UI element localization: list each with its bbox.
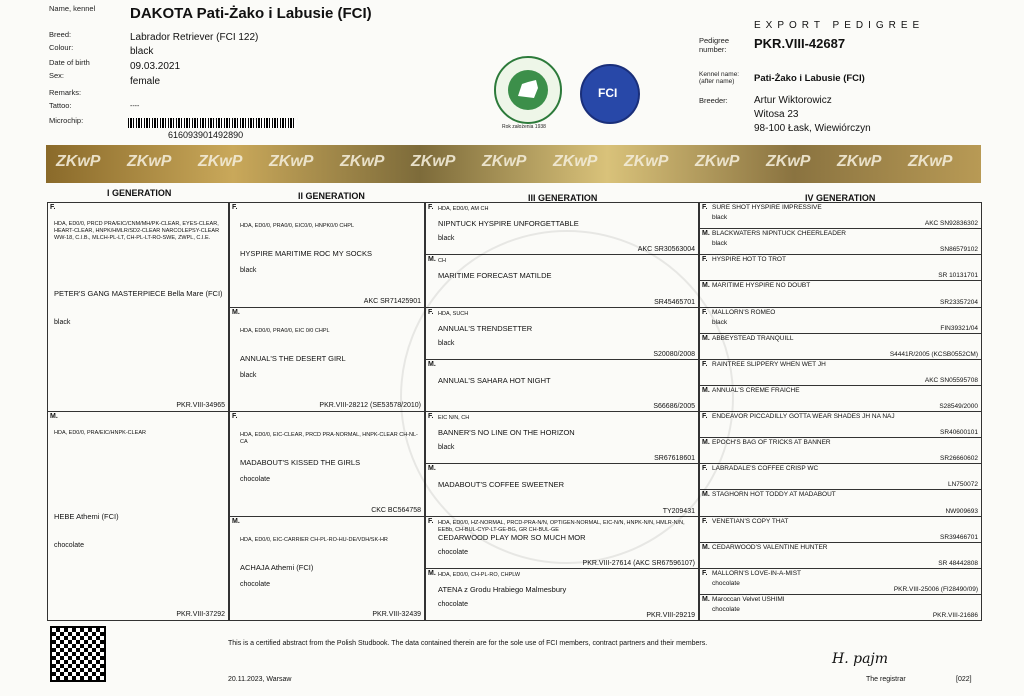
sex-marker: M. bbox=[428, 569, 436, 577]
gen-header-3: III GENERATION bbox=[528, 193, 598, 203]
microchip-value: 616093901492890 bbox=[168, 130, 244, 140]
dog-name: BANNER'S NO LINE ON THE HORIZON bbox=[438, 428, 575, 437]
colour: black bbox=[438, 235, 455, 242]
registration-number: NW909693 bbox=[945, 507, 978, 515]
titles: HDA, ED0/0, AM CH bbox=[438, 206, 489, 212]
dog-name: ANNUAL'S TRENDSETTER bbox=[438, 323, 533, 333]
dog-name: ATENA z Grodu Hrabiego Malmesbury bbox=[438, 584, 567, 594]
sex-marker: F. bbox=[702, 256, 708, 264]
colour: black bbox=[712, 240, 728, 248]
microchip-barcode bbox=[128, 118, 296, 128]
colour: black bbox=[240, 267, 257, 274]
sex-marker: M. bbox=[702, 439, 710, 447]
registration-number: TY209431 bbox=[662, 507, 695, 515]
titles: CH bbox=[438, 258, 446, 265]
sex-marker: M. bbox=[702, 386, 710, 394]
colour: black bbox=[240, 371, 257, 379]
registration-number: AKC SR71425901 bbox=[363, 297, 421, 305]
strip-word: ZKwP bbox=[127, 153, 172, 170]
registration-number: SR26660602 bbox=[940, 455, 978, 463]
breeder-line-3: 98-100 Łask, Wiewiórczyn bbox=[754, 123, 871, 134]
g4-cell bbox=[699, 333, 982, 360]
zkwp-logo bbox=[494, 56, 562, 124]
dog-name: MADABOUT'S KISSED THE GIRLS bbox=[240, 458, 361, 467]
titles: HDA, ED0/0, HZ-NORMAL, PRCD-PRA-N/N, OPTIGEN-NORMAL, EIC-N/N, HNPK-N/N, HMLR-N/N, EEBb, CH-BUL-CYP-LT-GE-BG, GR CH-BUL-GE bbox=[438, 519, 685, 533]
titles: HDA, ED0/0, CH-PL-RO, CHPLW bbox=[438, 571, 521, 578]
registration-number: PKR.VIII-32439 bbox=[372, 611, 421, 618]
sex-marker: F. bbox=[428, 308, 434, 316]
gen-header-1: I GENERATION bbox=[107, 188, 172, 198]
registration-number: PKR.VIII-29219 bbox=[646, 612, 695, 619]
registration-number: SN86579102 bbox=[940, 246, 978, 254]
strip-word: ZKwP bbox=[56, 153, 101, 170]
dog-name: NIPNTUCK HYSPIRE UNFORGETTABLE bbox=[438, 219, 579, 228]
registration-number: PKR.VIII-27614 (AKC SR67596107) bbox=[582, 559, 695, 567]
dog-name: ANNUAL'S THE DESERT GIRL bbox=[240, 353, 346, 363]
registration-number: AKC SR30563004 bbox=[637, 246, 695, 254]
g2-cell bbox=[229, 516, 425, 622]
g2-cell bbox=[229, 307, 425, 413]
registration-number: SR 10131701 bbox=[938, 272, 978, 280]
dog-name: MALLORN'S LOVE-IN-A-MIST bbox=[712, 569, 802, 577]
dog-name: MADABOUT'S COFFEE SWEETNER bbox=[438, 480, 565, 490]
dog-name: PETER'S GANG MASTERPIECE Bella Mare (FCI) bbox=[54, 289, 223, 298]
g4-cell bbox=[699, 385, 982, 412]
colour: chocolate bbox=[240, 580, 270, 588]
registration-number: SR23357204 bbox=[940, 298, 978, 306]
label-microchip: Microchip: bbox=[49, 116, 84, 125]
gen-header-2: II GENERATION bbox=[298, 191, 365, 201]
titles: HDA, ED0/0, PRA0/0, EIC0/0, HNPK0/0 CHPL bbox=[240, 223, 355, 229]
g1-cell bbox=[47, 411, 229, 621]
label-breed: Breed: bbox=[49, 30, 72, 39]
titles: HDA, ED0/0, EIC-CLEAR, PRCD PRA-NORMAL, HNPK-CLEAR CH-NL-CA bbox=[240, 432, 418, 445]
g4-cell bbox=[699, 463, 982, 490]
registration-number: S28549/2000 bbox=[939, 403, 978, 410]
sex-marker: M. bbox=[232, 517, 240, 525]
colour: chocolate bbox=[240, 476, 270, 483]
kennel-value: Pati-Żako i Labusie (FCI) bbox=[754, 73, 865, 84]
registration-number: PKR.VIII-34965 bbox=[176, 402, 225, 409]
dog-name: MALLORN'S ROMEO bbox=[712, 308, 776, 316]
zkwp-logo-dog-icon bbox=[496, 58, 560, 122]
label-tattoo: Tattoo: bbox=[49, 101, 72, 110]
label-kennel: Kennel name: (after name) bbox=[699, 71, 740, 85]
registrar-signature: H. pajm bbox=[832, 651, 889, 667]
label-breeder: Breeder: bbox=[699, 96, 728, 105]
strip-word: ZKwP bbox=[624, 153, 669, 170]
sex-value: female bbox=[130, 76, 161, 87]
registration-number: S4441R/2005 (KCSB0552CM) bbox=[889, 350, 978, 358]
pedigree-number: PKR.VIII-42687 bbox=[754, 36, 846, 51]
sex-marker: M. bbox=[428, 465, 436, 473]
registration-number: SR 48442808 bbox=[938, 559, 978, 567]
g4-cell bbox=[699, 568, 982, 595]
g4-cell bbox=[699, 202, 982, 229]
g3-cell bbox=[425, 568, 699, 621]
registration-number: AKC SN05595708 bbox=[924, 376, 978, 384]
titles: HDA, ED0/0, EIC-CARRIER CH-PL-RO-HU-DE/VDH/SK-HR bbox=[240, 536, 388, 543]
breeder-line-2: Witosa 23 bbox=[754, 109, 799, 120]
dog-name: HEBE Athemi (FCI) bbox=[54, 512, 119, 521]
g2-cell bbox=[229, 411, 425, 517]
registration-number: PKR.VIII-25006 (FI28490/09) bbox=[893, 585, 978, 593]
titles: HDA, ED0/0, PRCD PRA/EIC/CNM/MH/PK-CLEAR, EYES-CLEAR, HEART-CLEAR, HNPK/HMLR/SD2-CLEAR NARCOLEPSY-CLEAR WW-18, C.I.B., MLCH-PL-LT, CH-PL-LT-RO-SWE, ZWPL, C.I.E. bbox=[54, 221, 220, 241]
sex-marker: M. bbox=[428, 256, 436, 264]
watermark-seal bbox=[400, 230, 734, 564]
sex-marker: F. bbox=[428, 517, 434, 525]
strip-word: ZKwP bbox=[837, 153, 882, 170]
tattoo-value: ---- bbox=[130, 103, 140, 110]
strip-word: ZKwP bbox=[908, 153, 953, 170]
sex-marker: M. bbox=[702, 230, 710, 238]
dog-name: EPOCH'S BAG OF TRICKS AT BANNER bbox=[712, 439, 831, 447]
g4-cell bbox=[699, 307, 982, 334]
document-code: [022] bbox=[956, 676, 972, 683]
g1-cell bbox=[47, 202, 229, 412]
registration-number: SR40600101 bbox=[940, 429, 978, 437]
sex-marker: M. bbox=[702, 282, 710, 290]
dog-name: BLACKWATERS NIPNTUCK CHEERLEADER bbox=[712, 230, 846, 238]
fci-logo bbox=[580, 64, 640, 124]
registration-number: SR45465701 bbox=[654, 298, 695, 306]
sex-marker: F. bbox=[702, 360, 708, 368]
dog-name: DAKOTA Pati-Żako i Labusie (FCI) bbox=[130, 5, 372, 22]
dog-name: ABBEYSTEAD TRANQUILL bbox=[712, 334, 794, 342]
breed-value: Labrador Retriever (FCI 122) bbox=[130, 32, 259, 43]
dog-name: LABRADALE'S COFFEE CRISP WC bbox=[712, 465, 819, 473]
label-sex: Sex: bbox=[49, 71, 65, 80]
g4-cell bbox=[699, 411, 982, 438]
sex-marker: M. bbox=[702, 334, 710, 342]
registration-number: PKR.VIII-28212 (SE53578/2010) bbox=[319, 402, 421, 409]
g4-cell bbox=[699, 359, 982, 386]
colour: black bbox=[438, 339, 455, 347]
dog-name: Maroccan Velvet USHIMI bbox=[712, 595, 785, 603]
breeder-line-1: Artur Wiktorowicz bbox=[754, 95, 832, 106]
sex-marker: F. bbox=[702, 413, 708, 420]
titles: HDA, ED0/0, PRA0/0, EIC 0/0 CHPL bbox=[240, 327, 330, 334]
g4-cell bbox=[699, 516, 982, 543]
sex-marker: M. bbox=[428, 360, 436, 368]
registration-number: FIN39321/04 bbox=[940, 324, 978, 332]
strip-word: ZKwP bbox=[340, 153, 385, 170]
dog-name: ANNUAL'S CREME FRAICHE bbox=[712, 386, 800, 394]
sex-marker: M. bbox=[702, 491, 710, 499]
g4-cell bbox=[699, 254, 982, 281]
titles: HDA, SUCH bbox=[438, 310, 469, 317]
sex-marker: M. bbox=[232, 308, 240, 316]
colour: chocolate bbox=[712, 605, 740, 613]
strip-word: ZKwP bbox=[695, 153, 740, 170]
dog-name: ANNUAL'S SAHARA HOT NIGHT bbox=[438, 375, 551, 385]
dog-name: CEDARWOOD'S VALENTINE HUNTER bbox=[712, 543, 828, 551]
strip-word: ZKwP bbox=[553, 153, 598, 170]
dog-name: STAGHORN HOT TODDY AT MADABOUT bbox=[712, 491, 836, 499]
label-pedigree-number: Pedigree number: bbox=[699, 36, 730, 54]
g4-cell bbox=[699, 542, 982, 569]
registration-number: S20080/2008 bbox=[653, 350, 695, 358]
dog-name: MARITIME FORECAST MATILDE bbox=[438, 271, 552, 281]
label-colour: Colour: bbox=[49, 43, 74, 52]
sex-marker: M. bbox=[50, 413, 58, 420]
colour: black bbox=[54, 319, 71, 326]
export-pedigree-title: EXPORT PEDIGREE bbox=[754, 20, 925, 31]
g4-cell bbox=[699, 228, 982, 255]
colour: chocolate bbox=[438, 600, 468, 608]
strip-word: ZKwP bbox=[411, 153, 456, 170]
strip-word: ZKwP bbox=[482, 153, 527, 170]
sex-marker: F. bbox=[50, 204, 56, 211]
sex-marker: F. bbox=[232, 204, 238, 211]
sex-marker: F. bbox=[428, 204, 434, 211]
registration-number: CKC BC564758 bbox=[371, 506, 421, 514]
dog-name: RAINTREE SLIPPERY WHEN WET JH bbox=[712, 360, 826, 368]
label-remarks: Remarks: bbox=[49, 88, 82, 97]
g4-cell bbox=[699, 594, 982, 621]
sex-marker: F. bbox=[232, 413, 238, 420]
colour-value: black bbox=[130, 46, 154, 57]
titles: HDA, ED0/0, PRA/EIC/HNPK-CLEAR bbox=[54, 430, 146, 436]
colour: black bbox=[438, 444, 455, 451]
hologram-strip bbox=[46, 145, 981, 183]
registration-number: PKR.VIII-37292 bbox=[176, 611, 225, 618]
g2-cell bbox=[229, 202, 425, 308]
strip-word: ZKwP bbox=[269, 153, 314, 170]
sex-marker: F. bbox=[702, 517, 708, 525]
g4-cell bbox=[699, 437, 982, 464]
colour: chocolate bbox=[712, 579, 740, 587]
zkwp-year: Rok założenia 1938 bbox=[502, 124, 546, 130]
dob-value: 09.03.2021 bbox=[130, 61, 181, 72]
registration-number: SR39466701 bbox=[940, 533, 978, 541]
sex-marker: F. bbox=[702, 308, 708, 316]
colour: black bbox=[712, 214, 728, 221]
registrar-label: The registrar bbox=[866, 676, 906, 683]
dog-name: ENDEAVOR PICCADILLY GOTTA WEAR SHADES JH NA NAJ bbox=[712, 413, 895, 420]
colour: chocolate bbox=[438, 548, 468, 556]
dog-name: VENETIAN'S COPY THAT bbox=[712, 517, 789, 525]
sex-marker: F. bbox=[428, 413, 434, 420]
dog-name: ACHAJA Athemi (FCI) bbox=[240, 562, 314, 572]
footer-date: 20.11.2023, Warsaw bbox=[228, 676, 292, 683]
titles: EIC N/N, CH bbox=[438, 415, 470, 421]
sex-marker: F. bbox=[702, 569, 708, 577]
registration-number: PKR.VIII-21686 bbox=[932, 612, 978, 619]
registration-number: SR67618601 bbox=[654, 455, 695, 463]
label-dob: Date of birth bbox=[49, 58, 90, 67]
registration-number: S66686/2005 bbox=[653, 403, 695, 410]
registration-number: AKC SN92836302 bbox=[924, 220, 978, 228]
dog-name: MARITIME HYSPIRE NO DOUBT bbox=[712, 282, 811, 290]
g4-cell bbox=[699, 280, 982, 307]
colour: black bbox=[712, 318, 728, 326]
sex-marker: M. bbox=[702, 595, 710, 603]
dog-name: CEDARWOOD PLAY MOR SO MUCH MOR bbox=[438, 532, 586, 542]
label-name: Name, kennel bbox=[49, 4, 96, 13]
fci-logo-text: FCI bbox=[598, 86, 618, 100]
strip-word: ZKwP bbox=[766, 153, 811, 170]
strip-word: ZKwP bbox=[198, 153, 243, 170]
dog-name: HYSPIRE MARITIME ROC MY SOCKS bbox=[240, 249, 372, 258]
dog-name: SURE SHOT HYSPIRE IMPRESSIVE bbox=[712, 204, 822, 211]
dog-name: HYSPIRE HOT TO TROT bbox=[712, 256, 786, 264]
qr-code bbox=[50, 626, 106, 682]
g4-cell bbox=[699, 489, 982, 516]
colour: chocolate bbox=[54, 542, 84, 549]
registration-number: LN750072 bbox=[948, 481, 978, 489]
sex-marker: F. bbox=[702, 204, 708, 211]
sex-marker: M. bbox=[702, 543, 710, 551]
sex-marker: F. bbox=[702, 465, 708, 473]
footer-note: This is a certified abstract from the Polish Studbook. The data contained therein are for the sole use of FCI members, contract partners and their members. bbox=[228, 640, 708, 647]
gen-header-4: IV GENERATION bbox=[805, 193, 876, 203]
